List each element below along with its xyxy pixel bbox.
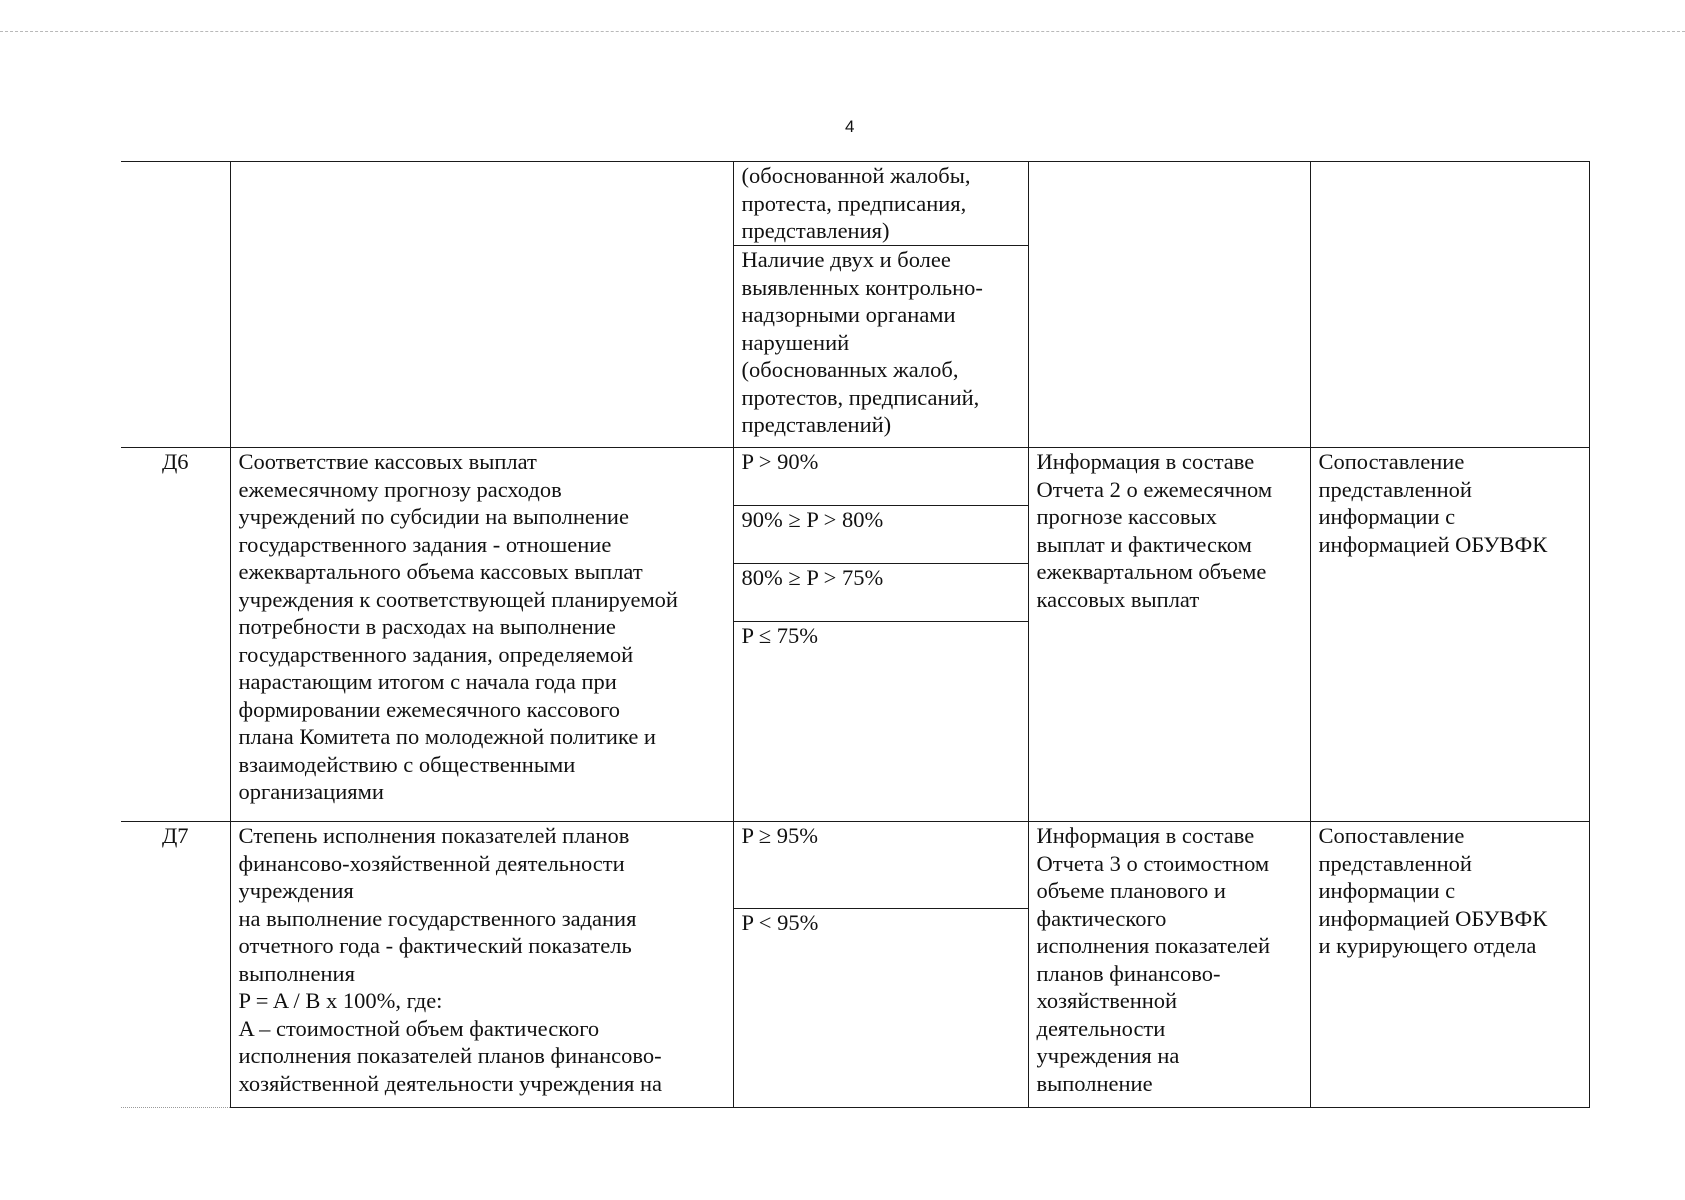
table-row: [121, 822, 1589, 1108]
text-line: выплат и фактическом: [1036, 531, 1252, 557]
criteria-cell: [733, 162, 1028, 448]
criterion-line: представлений): [741, 412, 892, 437]
criterion-line: P ≥ 95%: [741, 823, 819, 848]
text-line: государственного задания, определяемой: [238, 641, 634, 667]
criterion-line: надзорными органами: [741, 302, 956, 327]
criterion-line: (обоснованных жалоб,: [741, 357, 959, 382]
scan-artifact-line: [0, 31, 1685, 32]
text-line: Степень исполнения показателей планов: [238, 823, 630, 848]
text-line: и курирующего отдела: [1318, 933, 1537, 958]
text-line: организациями: [238, 779, 384, 804]
text-line: учреждения к соответствующей планируемой: [238, 586, 678, 612]
text-line: информации с: [1318, 878, 1456, 903]
indicator-description: [230, 448, 733, 822]
text-line: ежеквартальном объеме: [1036, 559, 1267, 584]
text-line: выполнения: [238, 960, 355, 986]
criteria-list: [734, 822, 1028, 1107]
text-line: потребности в расходах на выполнение: [238, 614, 616, 639]
text-line: Информация в составе: [1036, 823, 1255, 848]
text-line: информацией ОБУВФК: [1318, 531, 1548, 557]
table-row: [121, 162, 1589, 448]
criterion-line: 80% ≥ P > 75%: [741, 565, 884, 590]
criterion: [734, 622, 1028, 821]
text-line: Сопоставление: [1318, 449, 1465, 474]
criteria-cell: [733, 822, 1028, 1108]
text-line: финансово-хозяйственной деятельности: [238, 850, 625, 876]
criteria-cell: [733, 448, 1028, 822]
criteria-list: [734, 448, 1028, 821]
criterion-line: P ≤ 75%: [741, 623, 819, 648]
text-line: учреждения: [238, 878, 354, 903]
text-line: исполнения показателей: [1036, 933, 1271, 958]
text-line: представленной: [1318, 476, 1472, 502]
criterion-line: выявленных контрольно-: [741, 274, 983, 300]
text-line: нарастающим итогом с начала года при: [238, 669, 617, 694]
text-line: фактического: [1036, 905, 1167, 931]
information-source: [1028, 162, 1310, 448]
text-line: P = A / B x 100%, где:: [238, 988, 443, 1013]
text-line: формировании ежемесячного кассового: [238, 696, 621, 722]
text-line: хозяйственной деятельности учреждения на: [238, 1070, 663, 1096]
criterion: [734, 448, 1028, 506]
criterion-line: 90% ≥ P > 80%: [741, 507, 884, 532]
text-line: Сопоставление: [1318, 823, 1465, 848]
text-line: хозяйственной: [1036, 988, 1178, 1013]
text-line: исполнения показателей планов финансово-: [238, 1043, 662, 1068]
text-line: ежеквартального объема кассовых выплат: [238, 559, 643, 584]
page-number: 4: [845, 117, 855, 136]
verification-method: [1310, 162, 1589, 448]
indicator-code: [121, 162, 230, 448]
criterion-line: (обоснованной жалобы,: [741, 163, 971, 188]
information-source: [1028, 822, 1310, 1108]
criterion: [734, 162, 1028, 246]
criterion-line: протестов, предписаний,: [741, 384, 980, 410]
indicator-code: Д7: [121, 822, 230, 1108]
text-line: государственного задания - отношение: [238, 531, 612, 557]
text-line: планов финансово-: [1036, 960, 1221, 986]
criterion-line: P > 90%: [741, 449, 819, 474]
text-line: информацией ОБУВФК: [1318, 905, 1548, 931]
indicator-code: Д6: [121, 448, 230, 822]
criterion: [734, 909, 1028, 1107]
criteria-list: [734, 162, 1028, 447]
text-line: Информация в составе: [1036, 449, 1255, 474]
text-line: кассовых выплат: [1036, 586, 1200, 612]
indicator-description: [230, 822, 733, 1108]
text-line: прогнозе кассовых: [1036, 504, 1217, 529]
criterion-line: Наличие двух и более: [741, 247, 951, 272]
text-line: учреждений по субсидии на выполнение: [238, 504, 629, 529]
information-source: [1028, 448, 1310, 822]
criterion-line: протеста, предписания,: [741, 190, 967, 216]
verification-method: [1310, 448, 1589, 822]
text-line: плана Комитета по молодежной политике и: [238, 724, 656, 749]
text-line: A – стоимостной объем фактического: [238, 1015, 600, 1041]
text-line: на выполнение государственного задания: [238, 905, 637, 931]
criterion-line: представления): [741, 218, 890, 243]
criteria-table: [121, 161, 1590, 1108]
text-line: объеме планового и: [1036, 878, 1226, 903]
text-line: ежемесячному прогнозу расходов: [238, 476, 562, 502]
text-line: Отчета 3 о стоимостном: [1036, 850, 1270, 876]
criterion: [734, 506, 1028, 564]
criterion-line: нарушений: [741, 329, 850, 355]
text-line: выполнение: [1036, 1070, 1153, 1096]
table-row: [121, 448, 1589, 822]
criterion: [734, 822, 1028, 909]
criterion: [734, 564, 1028, 622]
text-line: отчетного года - фактический показатель: [238, 933, 632, 958]
criterion-line: P < 95%: [741, 910, 819, 935]
text-line: Отчета 2 о ежемесячном: [1036, 476, 1273, 502]
text-line: взаимодействию с общественными: [238, 751, 576, 777]
verification-method: [1310, 822, 1589, 1108]
criterion: [734, 246, 1028, 447]
text-line: информации с: [1318, 504, 1456, 529]
table-body: [121, 162, 1589, 1108]
text-line: деятельности: [1036, 1015, 1166, 1041]
text-line: представленной: [1318, 850, 1472, 876]
text-line: Соответствие кассовых выплат: [238, 449, 537, 474]
indicator-description: [230, 162, 733, 448]
text-line: учреждения на: [1036, 1043, 1180, 1068]
